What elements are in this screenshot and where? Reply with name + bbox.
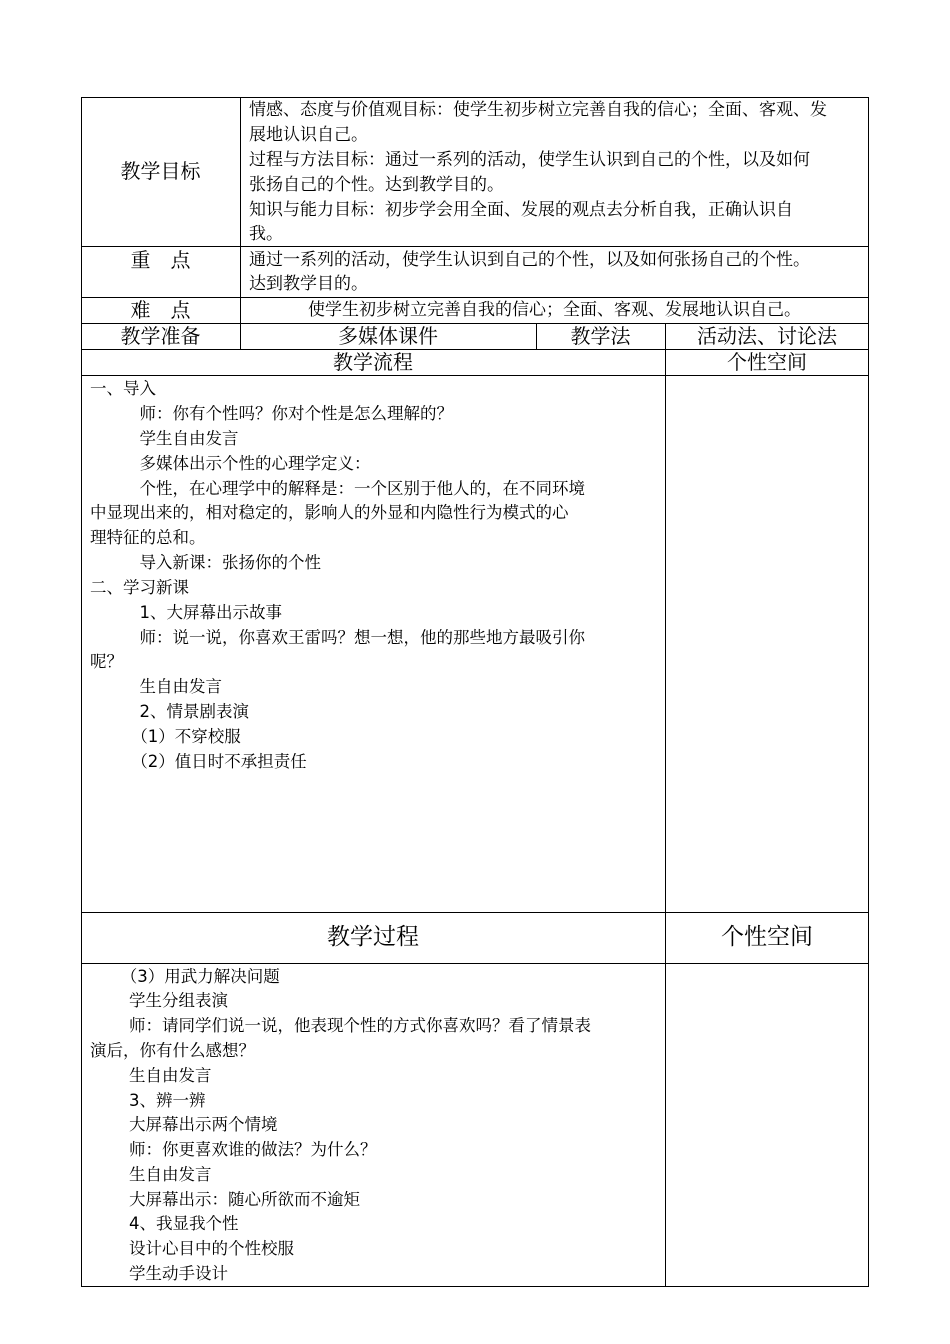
process-header: 教学过程 — [327, 924, 419, 950]
flow-line: （2）值日时不承担责任 — [90, 752, 307, 771]
flow-header: 教学流程 — [333, 350, 413, 374]
flow-line: 2、情景剧表演 — [90, 702, 249, 721]
col-divider — [665, 323, 666, 1287]
process-line: （3）用武力解决问题 — [96, 967, 280, 986]
space-header: 个性空间 — [727, 350, 807, 374]
process-line: 大屏幕出示两个情境 — [96, 1115, 278, 1134]
process-line: 学生分组表演 — [96, 991, 228, 1010]
process-line: 学生动手设计 — [96, 1264, 228, 1283]
flow-line: 学生自由发言 — [90, 429, 239, 448]
flow-line: 导入新课：张扬你的个性 — [90, 553, 321, 572]
difficulty-text: 使学生初步树立完善自我的信心；全面、客观、发展地认识自己。 — [308, 300, 801, 320]
prep-label: 教学准备 — [120, 324, 201, 348]
flow-line: 1、大屏幕出示故事 — [90, 603, 282, 622]
process-line: 演后，你有什么感想？ — [90, 1041, 255, 1060]
objective-line-3: 过程与方法目标：通过一系列的活动，使学生认识到自己的个性，以及如何 — [249, 150, 810, 170]
space-header-2: 个性空间 — [721, 924, 813, 950]
flow-line: 生自由发言 — [90, 677, 222, 696]
flow-line: 理特征的总和。 — [90, 528, 206, 547]
flow-line: 师：你有个性吗？你对个性是怎么理解的？ — [90, 404, 453, 423]
process-line: 设计心目中的个性校服 — [96, 1239, 294, 1258]
objective-line-5: 知识与能力目标：初步学会用全面、发展的观点去分析自我，正确认识自 — [249, 200, 793, 220]
flow-line: 个性，在心理学中的解释是：一个区别于他人的，在不同环境 — [90, 479, 585, 498]
row-divider — [81, 375, 869, 376]
objective-line-2: 展地认识自己。 — [249, 125, 368, 145]
flow-line: 多媒体出示个性的心理学定义： — [90, 454, 371, 473]
method-value: 活动法、讨论法 — [697, 324, 837, 348]
process-line: 师：请同学们说一说，他表现个性的方式你喜欢吗？看了情景表 — [96, 1016, 591, 1035]
process-line: 生自由发言 — [96, 1066, 212, 1085]
process-line: 4、我显我个性 — [96, 1214, 239, 1233]
objectives-label: 教学目标 — [120, 159, 201, 183]
method-label: 教学法 — [570, 324, 631, 348]
prep-value: 多媒体课件 — [338, 324, 438, 348]
row-divider — [81, 912, 869, 913]
objective-line-1: 情感、态度与价值观目标：使学生初步树立完善自我的信心；全面、客观、发 — [249, 100, 827, 120]
difficulty-label: 难 点 — [130, 298, 191, 322]
key-point-label: 重 点 — [130, 248, 191, 272]
process-line: 3、辨一辨 — [96, 1091, 206, 1110]
objective-line-4: 张扬自己的个性。达到教学目的。 — [249, 175, 504, 195]
flow-line: 一、导入 — [90, 379, 156, 398]
flow-line: （1）不穿校服 — [90, 727, 241, 746]
key-point-line-2: 达到教学目的。 — [249, 274, 368, 294]
objective-line-6: 我。 — [249, 224, 283, 244]
flow-line: 呢？ — [90, 652, 123, 671]
flow-line: 二、学习新课 — [90, 578, 189, 597]
process-line: 大屏幕出示：随心所欲而不逾矩 — [96, 1190, 360, 1209]
process-line: 师：你更喜欢谁的做法？为什么？ — [96, 1140, 377, 1159]
process-line: 生自由发言 — [96, 1165, 212, 1184]
flow-line: 师：说一说，你喜欢王雷吗？想一想，他的那些地方最吸引你 — [90, 628, 585, 647]
flow-line: 中显现出来的，相对稳定的，影响人的外显和内隐性行为模式的心 — [90, 503, 569, 522]
key-point-line-1: 通过一系列的活动，使学生认识到自己的个性，以及如何张扬自己的个性。 — [249, 250, 810, 270]
